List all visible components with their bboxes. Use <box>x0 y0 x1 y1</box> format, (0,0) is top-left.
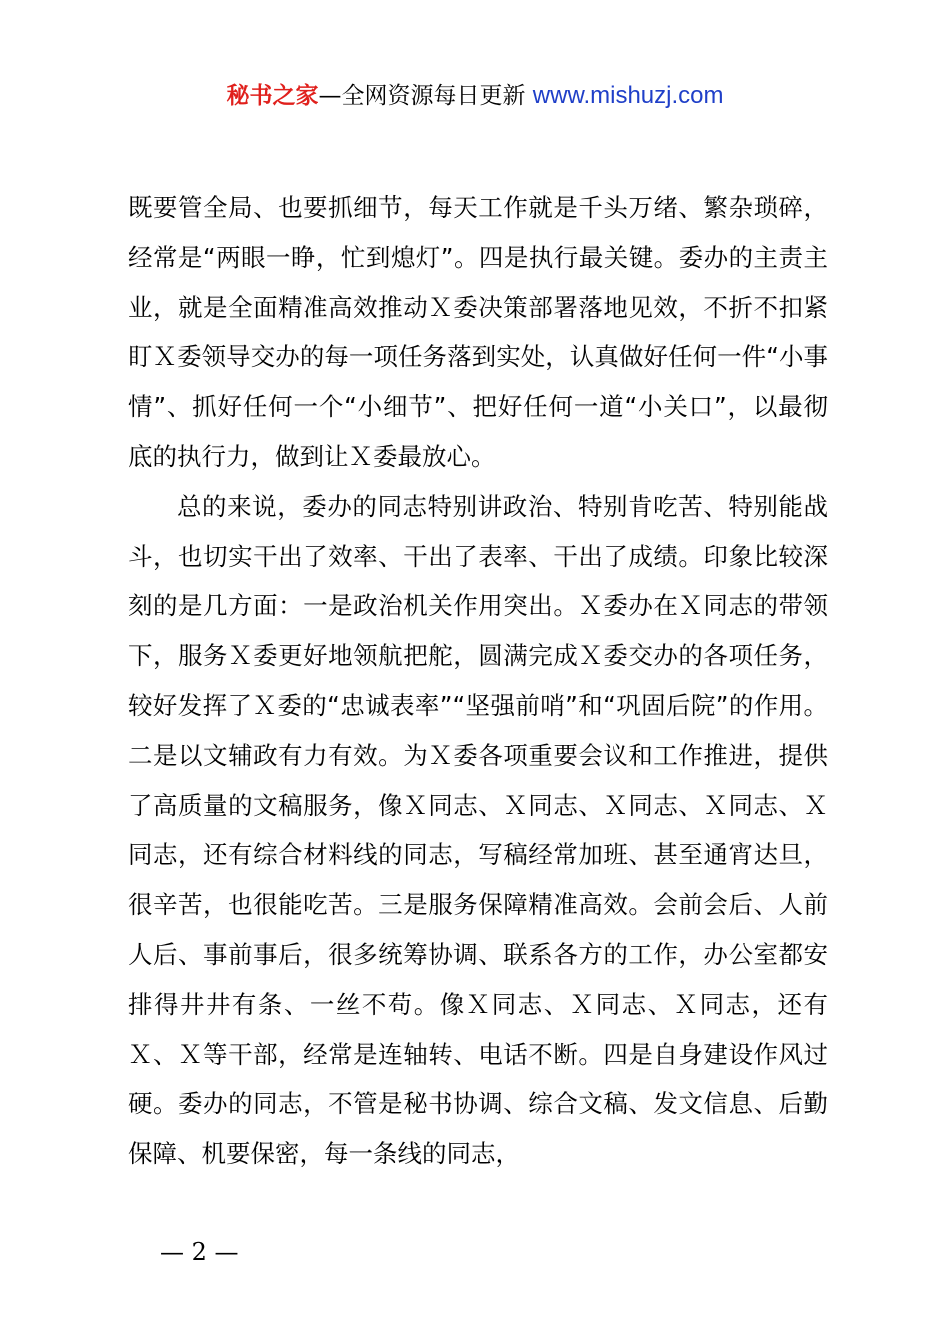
paragraph-continued: 既要管全局、也要抓细节，每天工作就是千头万绪、繁杂琐碎，经常是“两眼一睁，忙到熄灯”。四是执行最关键。委办的主责主业，就是全面精准高效推动Ｘ委决策部署落地见效，不折不扣紧盯Ｘ委领导交办的每一项任务落到实处，认真做好任何一件“小事情”、抓好任何一个“小细节”、把好任何一道“小关口”，以最彻底的执行力，做到让Ｘ委最放心。 <box>128 193 828 471</box>
page-header <box>0 76 950 116</box>
document-body <box>128 183 828 1179</box>
paragraph-summary: 总的来说，委办的同志特别讲政治、特别肯吃苦、特别能战斗，也切实干出了效率、干出了表率、干出了成绩。印象比较深刻的是几方面：一是政治机关作用突出。Ｘ委办在Ｘ同志的带领下，服务Ｘ委更好地领航把舵，圆满完成Ｘ委交办的各项任务，较好发挥了Ｘ委的“忠诚表率”“坚强前哨”和“巩固后院”的作用。二是以文辅政有力有效。为Ｘ委各项重要会议和工作推进，提供了高质量的文稿服务，像Ｘ同志、Ｘ同志、Ｘ同志、Ｘ同志、Ｘ同志，还有综合材料线的同志，写稿经常加班、甚至通宵达旦，很辛苦，也很能吃苦。三是服务保障精准高效。会前会后、人前人后、事前事后，很多统筹协调、联系各方的工作，办公室都安排得井井有条、一丝不苟。像Ｘ同志、Ｘ同志、Ｘ同志，还有Ｘ、Ｘ等干部，经常是连轴转、电话不断。四是自身建设作风过硬。委办的同志，不管是秘书协调、综合文稿、发文信息、后勤保障、机要保密，每一条线的同志， <box>128 491 828 1169</box>
page-number: — 2 — <box>160 1238 239 1266</box>
brand-name: 秘书之家 <box>226 83 319 109</box>
site-url-link[interactable]: www.mishuzj.com <box>532 82 724 109</box>
header-tagline: —全网资源每日更新 <box>318 83 526 109</box>
